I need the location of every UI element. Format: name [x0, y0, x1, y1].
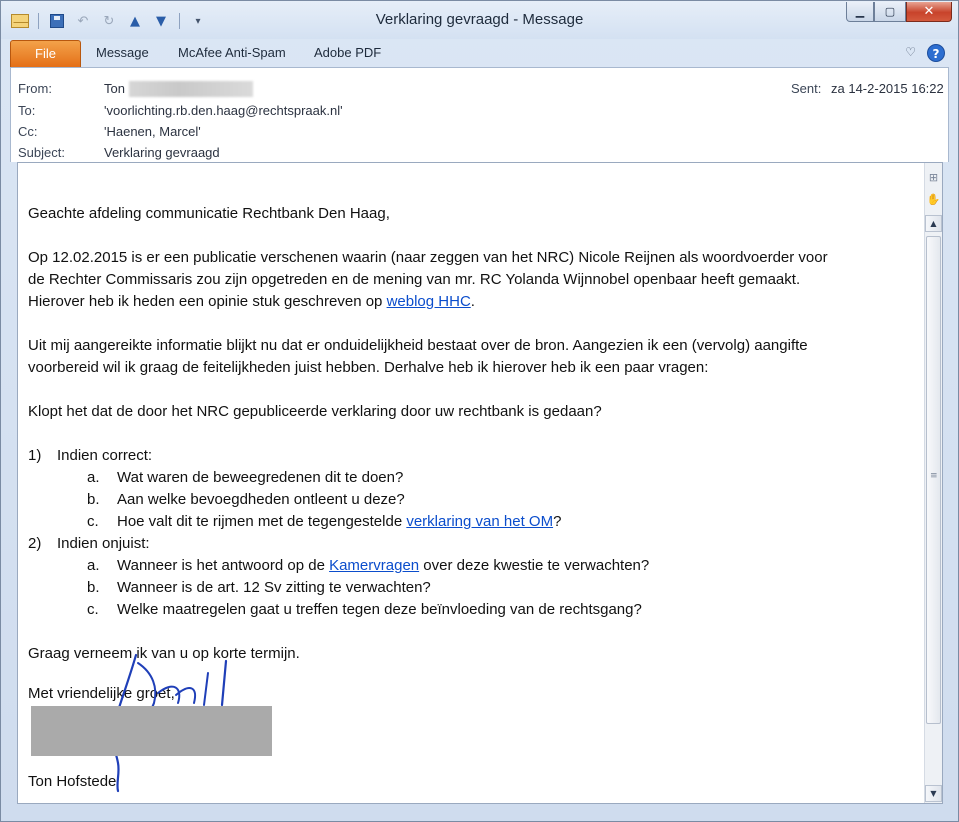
question-list	[28, 445, 918, 621]
kamervragen-link[interactable]: Kamervragen	[329, 557, 420, 574]
list-letter: b.	[87, 579, 100, 596]
list-text: Welke maatregelen gaat u treffen tegen deze beïnvloeding van de rechtsgang?	[117, 601, 642, 618]
list-item	[28, 445, 918, 467]
paragraph-line	[28, 291, 918, 313]
scrollbar-thumb[interactable]	[926, 236, 941, 724]
undo-icon[interactable]: ↶	[77, 13, 89, 29]
tab-message[interactable]: Message	[96, 45, 149, 60]
title-bar	[1, 1, 958, 39]
list-text: Indien onjuist:	[57, 535, 150, 552]
tab-mcafee-anti-spam[interactable]: McAfee Anti-Spam	[178, 45, 286, 60]
list-letter: b.	[87, 491, 100, 508]
verklaring-om-link[interactable]: verklaring van het OM	[406, 513, 554, 530]
ribbon-tabs	[1, 39, 958, 67]
list-text: Indien correct:	[57, 447, 153, 464]
question: Klopt het dat de door het NRC gepubliceerde verklaring door uw rechtbank is gedaan?	[28, 403, 602, 420]
redo-icon[interactable]: ↻	[103, 13, 115, 29]
zoom-icon[interactable]: ⊞	[928, 171, 939, 184]
list-item	[28, 511, 918, 533]
customize-toolbar-icon[interactable]: ▾	[195, 15, 201, 27]
list-text: Hoe valt dit te rijmen met de tegengestelde	[117, 513, 407, 530]
from-value[interactable]: Ton	[104, 81, 125, 96]
tab-file[interactable]: File	[10, 40, 81, 67]
weblog-hhc-link[interactable]: weblog HHC	[386, 293, 471, 310]
cc-label: Cc:	[18, 124, 38, 139]
redacted-sender	[129, 81, 253, 97]
subject-value: Verklaring gevraagd	[104, 145, 220, 160]
paragraph-line: de Rechter Commissaris zou zijn opgetreden en de mening van mr. RC Yolanda Wijnnobel openbaar heeft gemaakt.	[28, 271, 801, 288]
list-item	[28, 599, 918, 621]
paragraph-publication	[28, 247, 918, 313]
message-text	[28, 203, 918, 665]
list-letter: a.	[87, 469, 100, 486]
closing-request: Graag verneem ik van u op korte termijn.	[28, 645, 300, 662]
list-text: Aan welke bevoegdheden ontleent u deze?	[117, 491, 405, 508]
vertical-scrollbar[interactable]	[924, 163, 942, 803]
sender-name: Ton Hofstede	[28, 773, 117, 790]
list-letter: a.	[87, 557, 100, 574]
paragraph-line: Op 12.02.2015 is er een publicatie verschenen waarin (naar zeggen van het NRC) Nicole Reijnen als woordvoerder voor	[28, 249, 828, 266]
list-number: 1)	[28, 447, 42, 464]
list-text: Wanneer is de art. 12 Sv zitting te verwachten?	[117, 579, 431, 596]
list-item	[28, 555, 918, 577]
maximize-button[interactable]: ▢	[874, 2, 906, 22]
chevron-down-icon[interactable]: ♡	[905, 45, 916, 59]
list-number: 2)	[28, 535, 42, 552]
list-text: over deze kwestie te verwachten?	[419, 557, 650, 574]
hand-icon[interactable]: ✋	[926, 193, 941, 206]
scroll-up-button[interactable]: ▲	[925, 215, 942, 232]
close-button[interactable]: ✕	[906, 2, 952, 22]
sent-value: za 14-2-2015 16:22	[831, 81, 944, 96]
message-header	[10, 67, 949, 162]
list-item	[28, 467, 918, 489]
window-title: Verklaring gevraagd - Message	[375, 11, 584, 28]
list-letter: c.	[87, 513, 99, 530]
list-item	[28, 489, 918, 511]
list-letter: c.	[87, 601, 99, 618]
greeting: Geachte afdeling communicatie Rechtbank Den Haag,	[28, 205, 390, 222]
list-item	[28, 577, 918, 599]
paragraph-text: Hierover heb ik heden een opinie stuk geschreven op	[28, 293, 387, 310]
minimize-button[interactable]: ▁	[846, 2, 874, 22]
message-body[interactable]	[17, 162, 943, 804]
list-text: Wat waren de beweegredenen dit te doen?	[117, 469, 404, 486]
list-item	[28, 533, 918, 555]
window-controls	[846, 2, 952, 22]
next-item-icon[interactable]: ▼	[156, 13, 166, 29]
cc-value[interactable]: 'Haenen, Marcel'	[104, 124, 201, 139]
tab-adobe-pdf[interactable]: Adobe PDF	[314, 45, 382, 60]
list-text: ?	[553, 513, 562, 530]
subject-label: Subject:	[18, 145, 65, 160]
paragraph-line: voorbereid wil ik graag de feitelijkheden juist hebben. Derhalve heb ik hierover heb ik een paar vragen:	[28, 359, 709, 376]
redacted-signature-block	[31, 706, 272, 756]
to-value[interactable]: 'voorlichting.rb.den.haag@rechtspraak.nl'	[104, 103, 343, 118]
scroll-down-button[interactable]: ▼	[925, 785, 942, 802]
previous-item-icon[interactable]: ▲	[130, 13, 140, 29]
paragraph-source	[28, 335, 918, 379]
sent-label: Sent:	[791, 81, 822, 96]
help-icon[interactable]: ?	[927, 44, 945, 62]
list-text: Wanneer is het antwoord op de	[117, 557, 330, 574]
to-label: To:	[18, 103, 36, 118]
grip-icon: ≡	[930, 471, 938, 481]
from-label: From:	[18, 81, 52, 96]
paragraph-line: Uit mij aangereikte informatie blijkt nu dat er onduidelijkheid bestaat over de bron. Aangezien ik een (vervolg) aangifte	[28, 337, 808, 354]
regards: Met vriendelijke groet,	[28, 685, 175, 702]
paragraph-text: .	[470, 293, 475, 310]
